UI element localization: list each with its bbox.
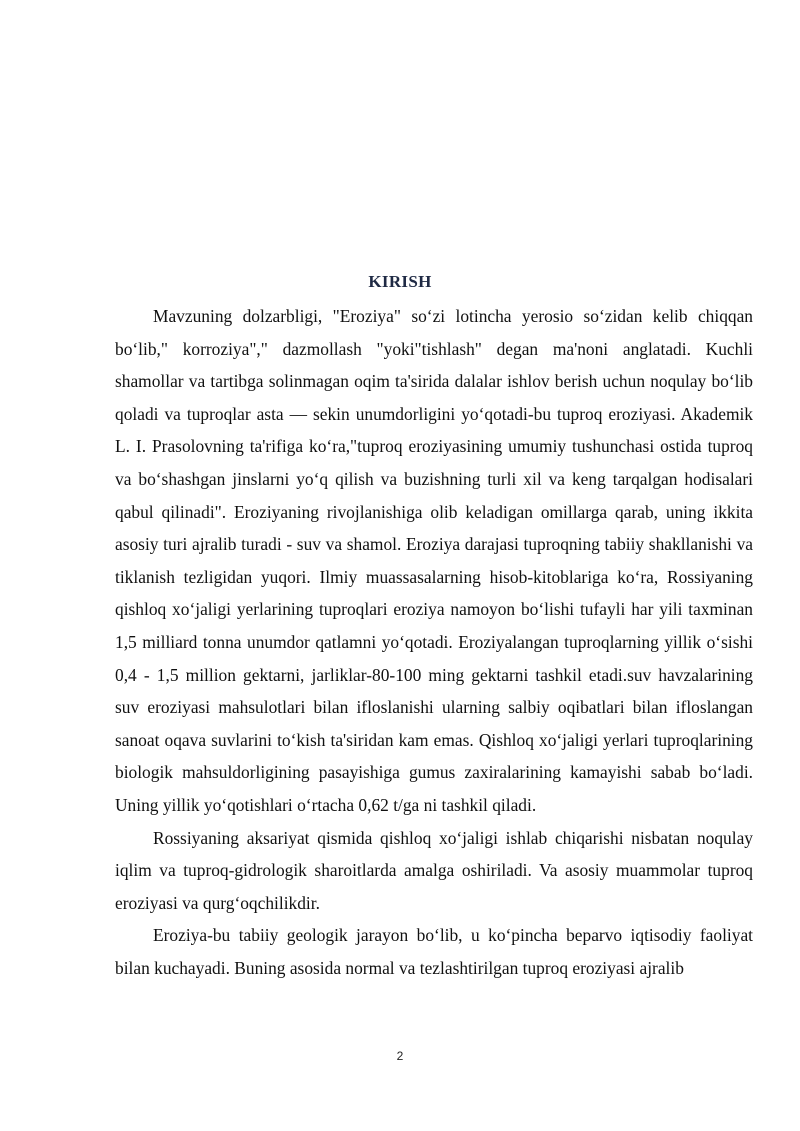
section-heading: KIRISH	[368, 272, 432, 291]
body-text	[115, 300, 753, 984]
paragraph-1: Mavzuning dolzarbligi, "Eroziya" so‘zi lotincha yerosio so‘zidan kelib chiqqan bo‘lib," korroziya"," dazmollash "yoki"tishlash" degan ma'noni anglatadi. Kuchli shamollar va tartibga solinmagan oqim ta'sirida dalalar ishlov berish uchun noqulay bo‘lib qoladi va tuproqlar asta — sekin unumdorligini yo‘qotadi-bu tuproq eroziyasi. Akademik L. I. Prasolovning ta'rifiga ko‘ra,"tuproq eroziyasining umumiy tushunchasi ostida tuproq va bo‘shashgan jinslarni yo‘q qilish va buzishning turli xil va keng tarqalgan hodisalari qabul qilinadi". Eroziyaning rivojlanishiga olib keladigan omillarga qarab, uning ikkita asosiy turi ajralib turadi - suv va shamol. Eroziya darajasi tuproqning tabiiy shakllanishi va tiklanish tezligidan yuqori. Ilmiy muassasalarning hisob-kitoblariga ko‘ra, Rossiyaning qishloq xo‘jaligi yerlarining tuproqlari eroziya namoyon bo‘lishi tufayli har yili taxminan 1,5 milliard tonna unumdor qatlamni yo‘qotadi. Eroziyalangan tuproqlarning yillik o‘sishi 0,4 - 1,5 million gektarni, jarliklar-80-100 ming gektarni tashkil etadi.suv havzalarining suv eroziyasi mahsulotlari bilan ifloslanishi ularning salbiy oqibatlari bilan ifloslangan sanoat oqava suvlarini to‘kish ta'siridan kam emas. Qishloq xo‘jaligi yerlari tuproqlarining biologik mahsuldorligining pasayishiga gumus zaxiralarining kamayishi sabab bo‘ladi. Uning yillik yo‘qotishlari o‘rtacha 0,62 t/ga ni tashkil qiladi.	[115, 306, 753, 815]
paragraph-3: Eroziya-bu tabiiy geologik jarayon bo‘lib, u ko‘pincha beparvo iqtisodiy faoliyat bilan kuchayadi. Buning asosida normal va tezlashtirilgan tuproq eroziyasi ajralib	[115, 925, 753, 978]
page-number: 2	[396, 1049, 404, 1063]
paragraph-2: Rossiyaning aksariyat qismida qishloq xo‘jaligi ishlab chiqarishi nisbatan noqulay iqlim va tuproq-gidrologik sharoitlarda amalga oshiriladi. Va asosiy muammolar tuproq eroziyasi va qurg‘oqchilikdir.	[115, 827, 753, 913]
